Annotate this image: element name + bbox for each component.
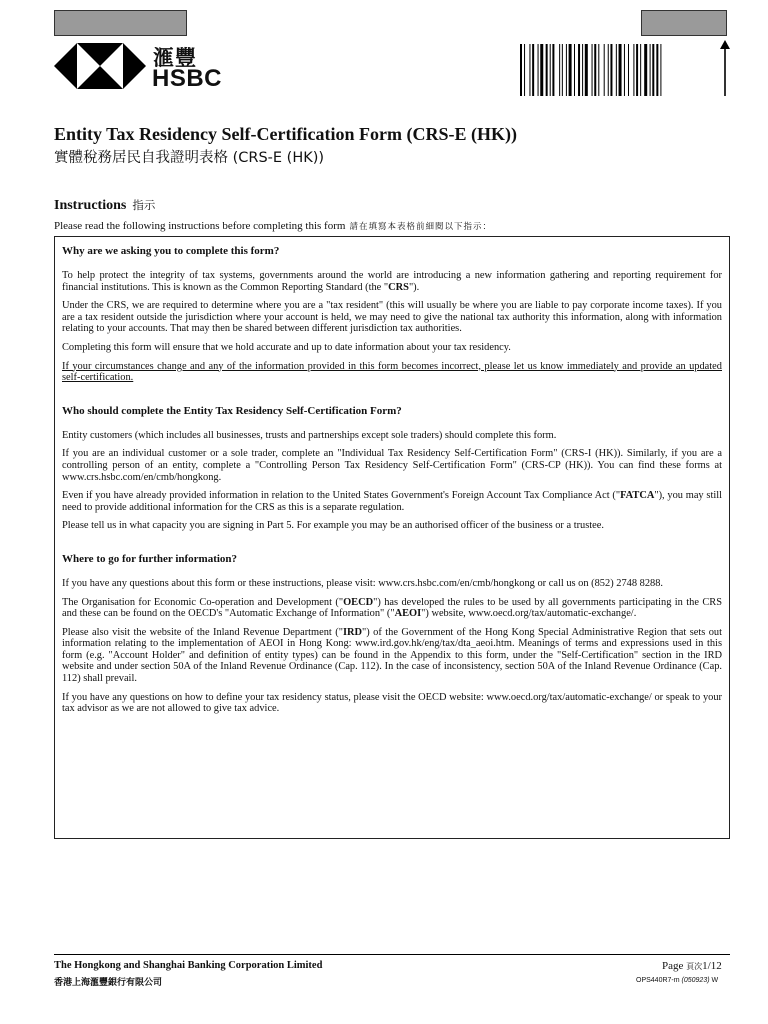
- hsbc-hexagon-icon: [54, 43, 146, 89]
- brand-name-en: HSBC: [152, 65, 223, 92]
- paragraph: If you have any questions about this form or these instructions, please visit: www.crs.hsbc.com/en/cmb/hongkong or call us on (852) 2748 8288.: [62, 577, 664, 589]
- page-title: Entity Tax Residency Self-Certification Form (CRS-E (HK)): [54, 124, 517, 144]
- paragraph: Completing this form will ensure that we hold accurate and up to date information about your tax residency.: [62, 341, 511, 353]
- footer-page-number: [662, 960, 722, 972]
- form-code: OPS440R7-m: [636, 977, 680, 984]
- section-heading-why: Why are we asking you to complete this form?: [62, 245, 280, 257]
- instructions-intro: [54, 220, 492, 232]
- paragraph: Please tell us in what capacity you are signing in Part 5. For example you may be an authorised officer of the business or a trustee.: [62, 520, 604, 532]
- page-subtitle-zh: 實體稅務居民自我證明表格 (CRS-E (HK)): [54, 150, 325, 166]
- form-suffix: W: [711, 977, 719, 984]
- paragraph: If you are an individual customer or a sole trader, complete an "Individual Tax Residency Self-Certification Form" (CRS-I (HK)). Similarly, if you are a controlling person of an entity, complete a "Controlling Person Tax Residency Self-Certification Form" (CRS-CP (HK)). You can find these forms at www.crs.hsbc.com/en/cmb/hongkong.: [62, 448, 722, 483]
- brand-name-zh: 滙豐: [153, 46, 197, 70]
- header-right-grey-box: [641, 10, 727, 36]
- instructions-box: [54, 236, 730, 839]
- page-number: 1/12: [702, 960, 722, 972]
- instructions-heading-en: Instructions: [54, 198, 127, 213]
- footer-company-name-zh: 香港上海滙豐銀行有限公司: [54, 978, 163, 988]
- footer-company-name: The Hongkong and Shanghai Banking Corporation Limited: [54, 960, 323, 971]
- instructions-intro-zh: 請在填寫本表格前細閱以下指示：: [349, 222, 492, 232]
- section-heading-who: Who should complete the Entity Tax Residency Self-Certification Form?: [62, 404, 402, 417]
- footer-divider: [54, 954, 730, 955]
- paragraph: Under the CRS, we are required to determine where you are a "tax resident" (this will usually be where you are liable to pay corporate income taxes). If you are a tax resident outside the jurisdiction where your account is held, we may need to give the national tax authority this information, along with information relating to your accounts. That may then be shared between different jurisdiction tax authorities.: [62, 300, 722, 335]
- hsbc-logo: [54, 42, 234, 92]
- instructions-heading-zh: 指示: [132, 198, 156, 212]
- instructions-heading: [54, 197, 155, 214]
- footer-form-code: [636, 977, 718, 984]
- paragraph: Please also visit the website of the Inland Revenue Department ("IRD") of the Government of the Hong Kong Special Administrative Region that sets out information relating to the implementation of AEOI in Hong Kong: www.ird.gov.hk/eng/tax/dta_aeoi.htm. Meanings of terms and expressions used in this form (e.g. "Account Holder" and definition of entity types) can be found in the Appendix to this form, under the "Self-Certification" section in the IRD website and under section 50A of the Inland Revenue Ordinance (Cap. 112). In the case of inconsistency, section 50A of the Inland Revenue Ordinance (Cap. 112) shall prevail.: [62, 626, 723, 685]
- page-label-zh: 頁次: [686, 962, 703, 971]
- instructions-content: [62, 245, 722, 722]
- header-left-grey-box: [54, 10, 187, 36]
- paragraph-underlined: If your circumstances change and any of the information provided in this form becomes incorrect, please let us know immediately and provide an updated self-certification.: [62, 360, 722, 384]
- paragraph: Even if you have already provided information in relation to the United States Government's Foreign Account Tax Compliance Act ("FATCA"), you may still need to provide additional information for the CRS as this is a separate regulation.: [62, 490, 722, 513]
- paragraph: If you have any questions on how to define your tax residency status, please visit the OECD website: www.oecd.org/tax/automatic-exchange/ or speak to your tax advisor as we are not allowed to give tax advice.: [62, 691, 722, 715]
- paragraph: Entity customers (which includes all businesses, trusts and partnerships except sole traders) should complete this form.: [62, 429, 557, 441]
- paragraph: The Organisation for Economic Co-operation and Development ("OECD") has developed the rules to be used by all governments participating in the CRS and these can be found on the OECD's "Automatic Exchange of Information" ("AEOI") website, www.oecd.org/tax/automatic-exchange/.: [62, 596, 722, 620]
- paragraph: To help protect the integrity of tax systems, governments around the world are introducing a new information gathering and reporting requirement for financial institutions. This is known as the Common Reporting Standard (the "CRS").: [62, 270, 722, 293]
- section-heading-where: Where to go for further information?: [62, 552, 238, 565]
- instructions-intro-en: Please read the following instructions before completing this form: [54, 220, 346, 232]
- up-arrow-icon: [718, 40, 732, 96]
- page-label: Page: [662, 960, 684, 972]
- form-date: (050923): [681, 977, 710, 984]
- barcode-icon: [520, 44, 705, 96]
